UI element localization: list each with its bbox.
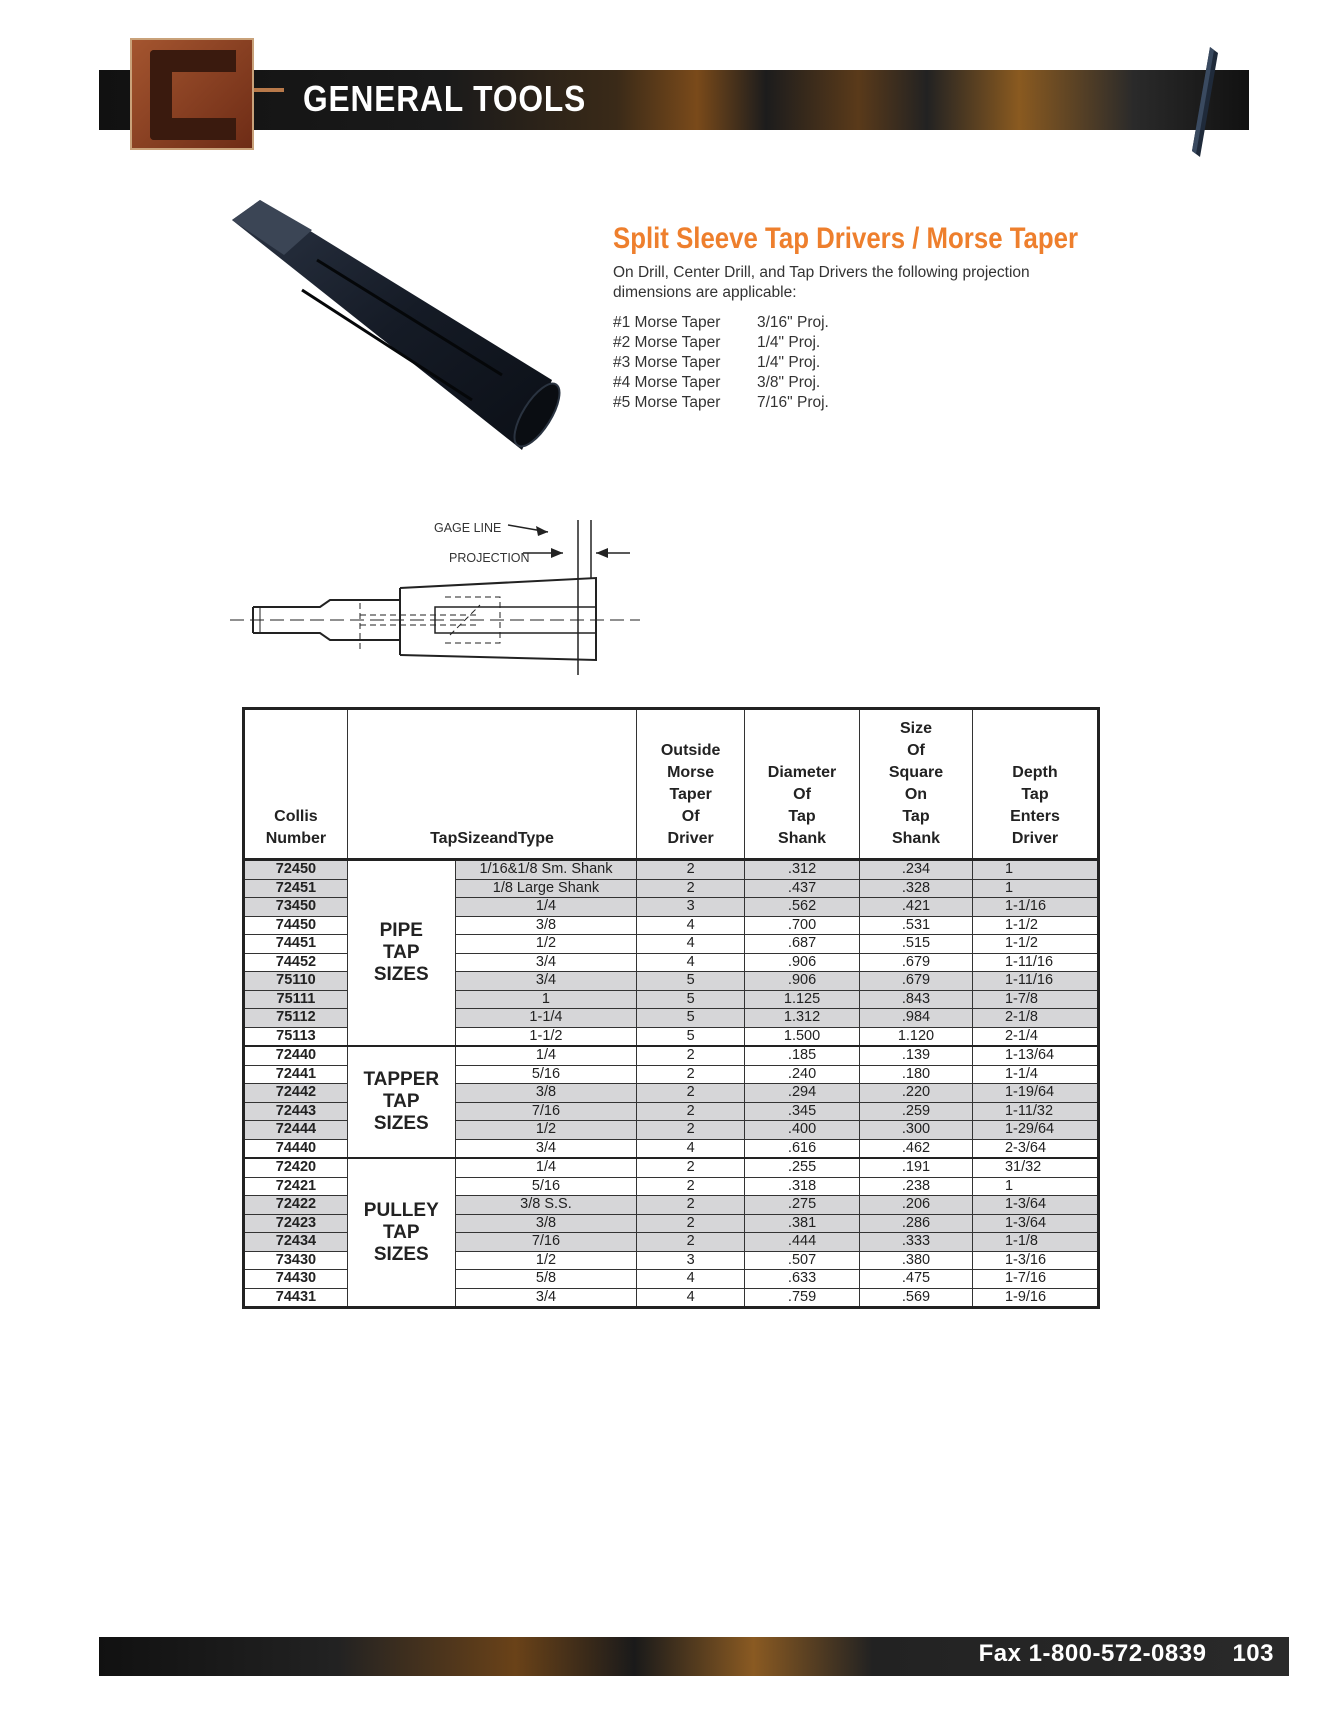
spec-row	[613, 313, 829, 333]
morse-taper-cell: 2	[637, 879, 745, 898]
morse-taper-cell: 2	[637, 1196, 745, 1215]
depth-cell: 1-1/4	[972, 1065, 1098, 1084]
depth-cell: 1-11/16	[972, 953, 1098, 972]
spec-name: #5 Morse Taper	[613, 394, 721, 411]
morse-taper-cell: 2	[637, 1065, 745, 1084]
square-size-cell: .328	[860, 879, 973, 898]
depth-cell: 1-3/64	[972, 1214, 1098, 1233]
morse-taper-cell: 2	[637, 1233, 745, 1252]
spec-row	[613, 353, 829, 373]
tap-size-cell: 3/8	[455, 916, 636, 935]
diameter-cell: 1.125	[745, 990, 860, 1009]
diameter-cell: .275	[745, 1196, 860, 1215]
morse-taper-cell: 4	[637, 935, 745, 954]
collis-number-cell: 72450	[244, 860, 348, 880]
diameter-cell: .381	[745, 1214, 860, 1233]
depth-cell: 2-1/8	[972, 1009, 1098, 1028]
morse-taper-cell: 4	[637, 953, 745, 972]
collis-number-cell: 75111	[244, 990, 348, 1009]
morse-taper-cell: 2	[637, 1121, 745, 1140]
table-header-row	[244, 709, 1099, 860]
diameter-cell: .700	[745, 916, 860, 935]
diameter-cell: .255	[745, 1158, 860, 1177]
collis-number-cell: 72442	[244, 1084, 348, 1103]
tap-size-cell: 5/16	[455, 1177, 636, 1196]
square-size-cell: .515	[860, 935, 973, 954]
square-size-cell: 1.120	[860, 1027, 973, 1046]
logo-c-icon	[150, 50, 236, 140]
collis-number-cell: 72444	[244, 1121, 348, 1140]
depth-cell: 1-1/2	[972, 916, 1098, 935]
depth-cell: 1-7/8	[972, 990, 1098, 1009]
collis-number-cell: 75113	[244, 1027, 348, 1046]
header-banner	[99, 70, 1249, 130]
collis-number-cell: 73450	[244, 898, 348, 917]
depth-cell: 1-3/16	[972, 1251, 1098, 1270]
morse-taper-cell: 3	[637, 898, 745, 917]
depth-cell: 1-7/16	[972, 1270, 1098, 1289]
spec-value: 1/4" Proj.	[757, 334, 821, 351]
collis-number-cell: 72434	[244, 1233, 348, 1252]
tap-group-label: TAPPER TAP SIZES	[347, 1046, 455, 1158]
tap-size-cell: 3/4	[455, 972, 636, 991]
morse-taper-cell: 5	[637, 972, 745, 991]
tap-size-cell: 1/4	[455, 898, 636, 917]
tap-size-cell: 1-1/4	[455, 1009, 636, 1028]
morse-taper-cell: 4	[637, 1288, 745, 1308]
spec-value: 3/16" Proj.	[757, 314, 829, 331]
page-number: 103	[1232, 1640, 1274, 1667]
collis-number-cell: 72420	[244, 1158, 348, 1177]
square-size-cell: .300	[860, 1121, 973, 1140]
square-size-cell: .206	[860, 1196, 973, 1215]
collis-number-cell: 74440	[244, 1139, 348, 1158]
header-square-size: Size Of Square On Tap Shank	[860, 709, 973, 860]
depth-cell: 1	[972, 860, 1098, 880]
square-size-cell: .475	[860, 1270, 973, 1289]
tap-size-cell: 1-1/2	[455, 1027, 636, 1046]
logo-bar	[254, 88, 284, 92]
depth-cell: 1	[972, 879, 1098, 898]
tap-driver-table	[242, 707, 1100, 1309]
diameter-cell: .906	[745, 953, 860, 972]
collis-number-cell: 72422	[244, 1196, 348, 1215]
morse-taper-cell: 2	[637, 1177, 745, 1196]
company-logo	[130, 38, 254, 150]
morse-taper-cell: 2	[637, 1102, 745, 1121]
collis-number-cell: 74431	[244, 1288, 348, 1308]
depth-cell: 1-19/64	[972, 1084, 1098, 1103]
square-size-cell: .234	[860, 860, 973, 880]
diameter-cell: .294	[745, 1084, 860, 1103]
product-photo-tap-driver	[222, 200, 562, 470]
collis-number-cell: 72441	[244, 1065, 348, 1084]
spec-value: 1/4" Proj.	[757, 354, 821, 371]
square-size-cell: .286	[860, 1214, 973, 1233]
diameter-cell: .240	[745, 1065, 860, 1084]
depth-cell: 1-29/64	[972, 1121, 1098, 1140]
collis-number-cell: 74450	[244, 916, 348, 935]
tap-size-cell: 1	[455, 990, 636, 1009]
tap-size-cell: 3/4	[455, 1139, 636, 1158]
diameter-cell: .616	[745, 1139, 860, 1158]
depth-cell: 1	[972, 1177, 1098, 1196]
depth-cell: 1-13/64	[972, 1046, 1098, 1065]
spec-row	[613, 373, 829, 393]
tap-size-cell: 5/8	[455, 1270, 636, 1289]
diameter-cell: .185	[745, 1046, 860, 1065]
morse-taper-cell: 2	[637, 1046, 745, 1065]
header-collis-number: Collis Number	[244, 709, 348, 860]
square-size-cell: .421	[860, 898, 973, 917]
diameter-cell: .437	[745, 879, 860, 898]
tap-size-cell: 1/4	[455, 1158, 636, 1177]
collis-number-cell: 72443	[244, 1102, 348, 1121]
diameter-cell: .562	[745, 898, 860, 917]
diameter-cell: .687	[745, 935, 860, 954]
spec-name: #4 Morse Taper	[613, 374, 721, 391]
depth-cell: 1-9/16	[972, 1288, 1098, 1308]
gage-line-label: GAGE LINE	[434, 521, 502, 535]
diameter-cell: .507	[745, 1251, 860, 1270]
product-intro: On Drill, Center Drill, and Tap Drivers the following projection dimensions are applicable:	[613, 264, 1030, 301]
depth-cell: 2-1/4	[972, 1027, 1098, 1046]
table-row	[244, 860, 1099, 880]
tap-size-cell: 1/2	[455, 935, 636, 954]
square-size-cell: .984	[860, 1009, 973, 1028]
table-row	[244, 1046, 1099, 1065]
diameter-cell: 1.500	[745, 1027, 860, 1046]
header-outside-morse-taper: Outside Morse Taper Of Driver	[637, 709, 745, 860]
morse-taper-cell: 2	[637, 1084, 745, 1103]
tap-size-cell: 3/4	[455, 1288, 636, 1308]
square-size-cell: .679	[860, 972, 973, 991]
depth-cell: 1-11/16	[972, 972, 1098, 991]
projection-label: PROJECTION	[449, 551, 530, 565]
diameter-cell: .633	[745, 1270, 860, 1289]
depth-cell: 1-11/32	[972, 1102, 1098, 1121]
depth-cell: 31/32	[972, 1158, 1098, 1177]
morse-taper-cell: 2	[637, 1214, 745, 1233]
tap-size-cell: 1/4	[455, 1046, 636, 1065]
depth-cell: 2-3/64	[972, 1139, 1098, 1158]
tap-driver-thumbnail-icon	[1190, 45, 1220, 160]
spec-value: 3/8" Proj.	[757, 374, 821, 391]
square-size-cell: .679	[860, 953, 973, 972]
diameter-cell: .312	[745, 860, 860, 880]
collis-number-cell: 74430	[244, 1270, 348, 1289]
collis-number-cell: 75112	[244, 1009, 348, 1028]
collis-number-cell: 74451	[244, 935, 348, 954]
square-size-cell: .139	[860, 1046, 973, 1065]
diameter-cell: .345	[745, 1102, 860, 1121]
morse-taper-cell: 4	[637, 1139, 745, 1158]
product-title: Split Sleeve Tap Drivers / Morse Taper	[613, 222, 1079, 255]
square-size-cell: .180	[860, 1065, 973, 1084]
tap-size-cell: 3/4	[455, 953, 636, 972]
tap-size-cell: 7/16	[455, 1233, 636, 1252]
tap-size-cell: 3/8	[455, 1084, 636, 1103]
diameter-cell: .759	[745, 1288, 860, 1308]
square-size-cell: .569	[860, 1288, 973, 1308]
square-size-cell: .462	[860, 1139, 973, 1158]
morse-taper-cell: 5	[637, 1009, 745, 1028]
spec-row	[613, 333, 829, 353]
morse-taper-cell: 3	[637, 1251, 745, 1270]
square-size-cell: .238	[860, 1177, 973, 1196]
depth-cell: 1-1/2	[972, 935, 1098, 954]
collis-number-cell: 72421	[244, 1177, 348, 1196]
tap-size-cell: 1/16&1/8 Sm. Shank	[455, 860, 636, 880]
header-tap-size: TapSizeandType	[347, 709, 636, 860]
tap-size-cell: 3/8	[455, 1214, 636, 1233]
tap-group-label: PIPE TAP SIZES	[347, 860, 455, 1047]
collis-number-cell: 72451	[244, 879, 348, 898]
square-size-cell: .843	[860, 990, 973, 1009]
tap-group-label: PULLEY TAP SIZES	[347, 1158, 455, 1308]
tap-size-cell: 7/16	[455, 1102, 636, 1121]
tap-size-cell: 1/2	[455, 1121, 636, 1140]
spec-name: #3 Morse Taper	[613, 354, 721, 371]
morse-taper-cell: 2	[637, 1158, 745, 1177]
tap-size-cell: 1/8 Large Shank	[455, 879, 636, 898]
square-size-cell: .380	[860, 1251, 973, 1270]
diameter-cell: .400	[745, 1121, 860, 1140]
diameter-cell: 1.312	[745, 1009, 860, 1028]
table-row	[244, 1158, 1099, 1177]
brand-name: GENERAL TOOLS	[303, 78, 587, 119]
footer-text	[979, 1640, 1274, 1668]
square-size-cell: .333	[860, 1233, 973, 1252]
projection-diagram	[230, 515, 650, 685]
collis-number-cell: 73430	[244, 1251, 348, 1270]
spec-name: #1 Morse Taper	[613, 314, 721, 331]
square-size-cell: .191	[860, 1158, 973, 1177]
header-depth: Depth Tap Enters Driver	[972, 709, 1098, 860]
depth-cell: 1-1/16	[972, 898, 1098, 917]
morse-taper-cell: 5	[637, 990, 745, 1009]
spec-row	[613, 393, 829, 413]
collis-number-cell: 72423	[244, 1214, 348, 1233]
tap-size-cell: 5/16	[455, 1065, 636, 1084]
square-size-cell: .259	[860, 1102, 973, 1121]
morse-taper-cell: 4	[637, 916, 745, 935]
diameter-cell: .444	[745, 1233, 860, 1252]
diameter-cell: .318	[745, 1177, 860, 1196]
depth-cell: 1-3/64	[972, 1196, 1098, 1215]
spec-value: 7/16" Proj.	[757, 394, 829, 411]
header-diameter: Diameter Of Tap Shank	[745, 709, 860, 860]
diameter-cell: .906	[745, 972, 860, 991]
collis-number-cell: 74452	[244, 953, 348, 972]
depth-cell: 1-1/8	[972, 1233, 1098, 1252]
square-size-cell: .220	[860, 1084, 973, 1103]
tap-size-cell: 1/2	[455, 1251, 636, 1270]
tap-size-cell: 3/8 S.S.	[455, 1196, 636, 1215]
spec-name: #2 Morse Taper	[613, 334, 721, 351]
collis-number-cell: 75110	[244, 972, 348, 991]
fax-number: Fax 1-800-572-0839	[978, 1640, 1207, 1667]
square-size-cell: .531	[860, 916, 973, 935]
morse-taper-cell: 5	[637, 1027, 745, 1046]
morse-taper-cell: 4	[637, 1270, 745, 1289]
morse-taper-cell: 2	[637, 860, 745, 880]
collis-number-cell: 72440	[244, 1046, 348, 1065]
projection-specs	[613, 313, 829, 413]
